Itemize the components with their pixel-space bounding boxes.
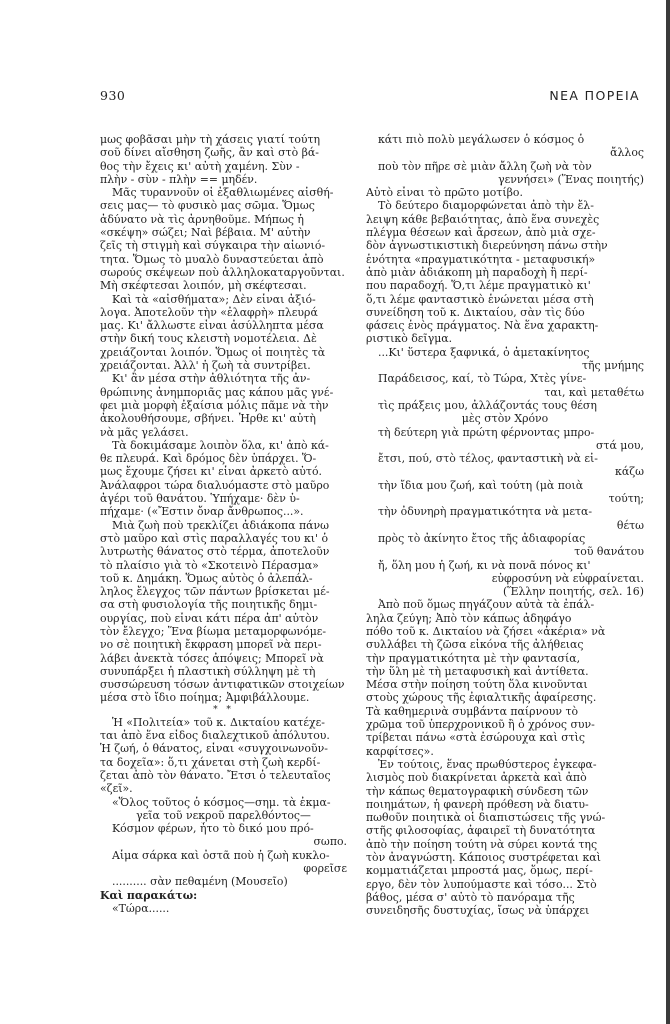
text-line: συνυπάρξει ἡ πλαστικὴ σύλληψη μὲ τὴ (100, 664, 316, 678)
text-line: ἀπὸ τὴν ποίηση τούτη νὰ σύρει κοντά της (366, 837, 598, 851)
text-line: που παραδοχή. Ὅ,τι λέμε πραγματικὸ κι' (366, 279, 591, 293)
text-line: καρφίτσες». (366, 744, 434, 758)
section-separator: * * (213, 704, 234, 715)
text-line: εργο, δὲν τὸν λυπούμαστε καὶ τόσο... Στὸ (366, 877, 597, 891)
text-line: τρίβεται πάνω «στὰ ἐσώρουχα καὶ στὶς (366, 731, 586, 745)
text-line: Ἡ «Πολιτεία» τοῦ κ. Δικταίου κατέχε- (112, 715, 325, 729)
text-line: .......... σὰν πεθαμένη (Μουσεῖο) (112, 875, 288, 889)
text-line: τὴν κάπως θεματογραφικὴ σύνδεση τῶν (366, 784, 589, 798)
text-line: Μέσα στὴν ποίηση τούτη ὅλα κινοῦνται (366, 678, 588, 692)
text-line: γεννήσει» (Ἕνας ποιητής) (498, 172, 644, 186)
journal-title: ΝΕΑ ΠΟΡΕΙΑ (549, 88, 640, 103)
text-line: θρώπινης ἀνημποριᾶς μας κάπου μᾶς γνέ- (100, 385, 334, 399)
text-line: λειψη κάθε βεβαιότητας, ἀπὸ ἕνα συνεχὲς (366, 212, 600, 226)
text-line: Ἀπὸ ποῦ ὅμως πηγάζουν αὐτὰ τὰ ἐπάλ- (378, 598, 595, 612)
text-line: πλὴν - σὺν - πλὴν == μηδέν. (100, 172, 258, 186)
text-line: τὸν ἔλεγχο; Ἕνα βίωμα μεταμορφωνόμε- (100, 624, 327, 638)
text-line: Παράδεισος, καί, τὸ Τώρα, Χτὲς γίνε- (378, 372, 587, 386)
text-line: Μᾶς τυραννοῦν οἱ ἐξαθλιωμένες αἰσθή- (112, 186, 334, 200)
text-line: τητα. Ὅμως τὸ μυαλὸ δυναστεύεται ἀπὸ (100, 252, 324, 266)
text-line: (Ἕλλην ποιητής, σελ. 16) (502, 585, 644, 599)
text-line: Τὰ καθημερινὰ συμβάντα παίρνουν τὸ (366, 704, 579, 718)
text-line: «ζεῖ». (100, 782, 133, 796)
text-line: λογα. Ἀποτελοῦν τὴν «ἐλαφρὴ» πλευρά (100, 305, 318, 319)
text-line: συνείδηση τοῦ κ. Δικταίου, σὰν τὶς δύο (366, 305, 585, 319)
text-line: πλέγμα θέσεων καὶ ἄρσεων, ἀπὸ μιὰ σχε- (366, 226, 596, 240)
text-line: θε πλευρά. Καὶ δρόμος δὲν ὑπάρχει. Ὅ- (100, 452, 317, 466)
text-line: ριστικὸ δεῖγμα. (366, 332, 453, 346)
text-line: πωθοῦν ποιητικὰ οἱ διαπιστώσεις τῆς γνώ- (366, 811, 606, 825)
text-line: ἀπὸ μιὰν ἀδιάκοπη μὴ παραδοχὴ ἢ περί- (366, 265, 588, 279)
text-line: τὸ πλαίσιο γιὰ τὸ «Σκοτεινὸ Πέρασμα» (100, 558, 319, 572)
text-line: φάσεις ἑνὸς πράγματος. Νὰ ἕνα χαρακτη- (366, 319, 599, 333)
text-line: μας. Κι' ἄλλωστε εἶναι ἀσύλληπτα μέσα (100, 319, 324, 333)
text-line: κάζω (615, 465, 644, 479)
text-line: τὴν ἴδια μου ζωή, καὶ τούτη (μὰ ποιὰ (378, 478, 584, 492)
text-line: Μὴ σκέφτεσαι λοιπόν, μὴ σκέφτεσαι. (100, 279, 307, 293)
text-line: ποὺ τὸν πῆρε σὲ μιὰν ἄλλη ζωὴ νὰ τὸν (378, 159, 592, 173)
text-line: σοῦ δίνει αἴσθηση ζωῆς, ἂν καὶ στὸ βά- (100, 146, 319, 160)
text-line: σωπο. (313, 835, 347, 849)
text-line: ζεῖς τὴ στιγμὴ καὶ σύγκαιρα τὴν αἰωνιό- (100, 239, 326, 253)
text-line: σα στὴ φυσιολογία τῆς ποιητικῆς δημι- (100, 598, 318, 612)
left-column (100, 133, 347, 915)
page-number: 930 (100, 88, 126, 103)
text-line: Καὶ τὰ «αἰσθήματα»; Δὲν εἶναι ἀξιό- (112, 292, 316, 306)
text-line: Καὶ παρακάτω: (100, 888, 198, 902)
text-line: Κι' ἂν μέσα στὴν ἀθλιότητα τῆς ἀν- (112, 372, 311, 386)
text-line: τὴν ὀδυνηρὴ πραγματικότητα νὰ μετα- (378, 505, 593, 519)
text-line: Ἐν τούτοις, ἕνας πρωθύστερος ἐγκεφα- (378, 757, 597, 771)
text-line: ληλος ἔλεγχος τῶν πάντων βρίσκεται μέ- (100, 585, 330, 599)
text-line: φορεῖσε (303, 862, 347, 876)
text-line: μως ἔχουμε ζήσει κι' εἶναι ἀρκετὸ αὐτό. (100, 465, 322, 479)
text-line: συσσώρευση τόσων ἀντιφατικῶν στοιχείων (100, 678, 345, 692)
text-line: ὅ,τι λέμε φανταστικὸ ἑνώνεται μέσα στὴ (366, 292, 594, 306)
text-line: τὶς πράξεις μου, ἀλλάζοντάς τους θέση (378, 398, 597, 412)
text-line: πρὸς τὸ ἀκίνητο ἔτος τῆς ἀδιαφορίας (378, 531, 586, 545)
text-line: κομματιάζεται μπροστά μας, ὅμως, περί- (366, 864, 593, 878)
text-line: στὸ μαῦρο καὶ στὶς παραλλαγές του κι' ὁ (100, 531, 329, 545)
text-line: νὰ μᾶς γελάσει. (100, 425, 189, 439)
text-line: «Τώρα...... (112, 901, 170, 915)
text-line: φει μιὰ μορφὴ ἐξαίσια μόλις πᾶμε νὰ τὴν (100, 398, 329, 412)
text-line: ἄλλος (610, 146, 644, 160)
text-line: μως φοβᾶσαι μὴν τὴ χάσεις γιατί τούτη (100, 133, 321, 146)
text-line: τοῦ θανάτου (574, 545, 644, 559)
text-line: ἀγέρι τοῦ θανάτου. Ὑπήχαμε· δὲν ὑ- (100, 492, 300, 506)
text-line: θος τὴν ἔχεις κι' αὐτὴ χαμένη. Σὺν - (100, 159, 300, 173)
right-column (366, 133, 644, 918)
text-line: ...Κι' ὕστερα ξαφνικά, ὁ ἀμετακίνητος (378, 345, 590, 359)
text-line: χρῶμα τοῦ ὑπερχρονικοῦ ἢ ὁ χρόνος συν- (366, 718, 595, 732)
text-line: θέτω (616, 518, 644, 532)
text-line: Κόσμον φέρων, ἦτο τὸ δικό μου πρό- (112, 822, 314, 836)
text-line: σωρούς σκέψεων ποὺ ἀλληλοκαταργοῦνται. (100, 265, 345, 279)
text-line: Τὰ δοκιμάσαμε λοιπὸν ὅλα, κι' ἀπὸ κά- (112, 438, 329, 452)
text-line: χρειάζονται. Ἀλλ' ἡ ζωὴ τὰ συντρίβει. (100, 359, 311, 373)
text-line: Αἷμα σάρκα καὶ ὀστᾶ ποὺ ἡ ζωὴ κυκλο- (112, 848, 330, 862)
text-line: στά μου, (596, 438, 644, 452)
text-line: μέσα στὸ ἴδιο ποίημα; Ἀμφιβάλλουμε. (100, 691, 310, 705)
text-line: γεῖα τοῦ νεκροῦ παρελθόντος— (136, 808, 311, 822)
text-line: κάτι πιὸ πολὺ μεγάλωσεν ὁ κόσμος ὁ (378, 133, 585, 146)
text-line: τὴ δεύτερη γιὰ πρώτη φέρνοντας μπρο- (378, 425, 595, 439)
text-line: δὸν ἀγνωστικιστικὴ διερεύνηση πάνω στὴν (366, 239, 608, 253)
text-line: λισμὸς ποὺ διακρίνεται ἀρκετὰ καὶ ἀπὸ (366, 771, 587, 785)
text-line: συνειδησῆς δυστυχίας, ἴσως νὰ ὑπάρχει (366, 904, 590, 918)
text-line: ἤ, ὅλη μου ἡ ζωή, κι νὰ πονᾶ πόνος κι' (378, 558, 591, 572)
text-line: ποιημάτων, ἡ φανερὴ πρόθεση νὰ διατυ- (366, 797, 589, 811)
text-line: στῆς φιλοσοφίας, ἀφαιρεῖ τὴ δυνατότητα (366, 824, 596, 838)
text-line: τὴν ὕλη μὲ τὴ μεταφυσικὴ καὶ ἀντίθετα. (366, 664, 589, 678)
text-line: λάβει ἀνεκτὰ τόσες ἀπόψεις; Μπορεῖ νὰ (100, 651, 324, 665)
text-line: ουργίας, ποὺ εἶναι κάτι πέρα ἀπ' αὐτὸν (100, 611, 319, 625)
text-line: λυτρωτὴς θάνατος στὸ τέρμα, ἀποτελοῦν (100, 545, 330, 559)
text-line: στοὺς χώρους τῆς ἐφιαλτικῆς ἀφαίρεσης. (366, 691, 597, 705)
text-line: βάθος, μέσα σ' αὐτὸ τὸ πανόραμα τῆς (366, 890, 575, 904)
text-line: τῆς μνήμης (581, 359, 644, 373)
text-line: πήχαμε· («Ἔστιν ὄναρ ἄνθρωπος...». (100, 505, 304, 519)
text-line: «Ὅλος τοῦτος ὁ κόσμος—σημ. τὰ ἐκμα- (112, 795, 331, 809)
text-line: ἀδύνατο νὰ τὶς ἀρνηθοῦμε. Μήπως ἡ (100, 212, 304, 226)
text-line: Αὐτὸ εἶναι τὸ πρῶτο μοτίβο. (366, 186, 523, 200)
text-line: τα δοχεῖα»: ὅ,τι χάνεται στὴ ζωὴ κερδί- (100, 755, 321, 769)
text-line: ληλα ζεύγη; Ἀπὸ τὸν κάπως ἀδηφάγο (366, 611, 572, 625)
text-line: χρειάζονται λοιπόν. Ὅμως οἱ ποιητὲς τὰ (100, 345, 326, 359)
text-line: τοῦ κ. Δημάκη. Ὅμως αὐτὸς ὁ ἀλεπάλ- (100, 571, 313, 585)
text-line: ἀκολουθήσουμε, σβήνει. Ἦρθε κι' αὐτὴ (100, 412, 316, 426)
text-line: σεις μας— τὸ φυσικὸ μας σῶμα. Ὅμως (100, 199, 315, 213)
text-line: Ἀνάλαφροι τώρα διαλυόμαστε στὸ μαῦρο (100, 478, 330, 492)
text-line: ται ἀπὸ ἕνα εἶδος διαλεχτικοῦ ἀπόλυτου. (100, 729, 330, 743)
text-line: εὐφροσύνη νὰ εὐφραίνεται. (491, 571, 644, 585)
text-line: τὸν ἀναγνώστη. Κάποιος συστρέφεται καὶ (366, 851, 601, 865)
text-line: νο σὲ ποιητικὴ ἔκφραση μπορεῖ νὰ περι- (100, 638, 322, 652)
text-line: πόθο τοῦ κ. Δικταίου νὰ ζήσει «ἀκέρια» νὰ (366, 624, 606, 638)
text-line: τὴν πραγματικότητα μὲ τὴν φαντασία, (366, 651, 581, 665)
text-line: ἔτσι, πού, στὸ τέλος, φανταστικὴ νὰ εἰ- (378, 452, 598, 466)
text-line: Ἡ ζωή, ὁ θάνατος, εἶναι «συγχοινωνοῦν- (100, 742, 328, 756)
text-line: μὲς στὸν Χρόνο (461, 412, 549, 426)
text-line: ζεται ἀπὸ τὸν θάνατο. Ἔτσι ὁ τελευταῖος (100, 768, 331, 782)
text-line: Μιὰ ζωὴ ποὺ τρεκλίζει ἀδιάκοπα πάνω (112, 518, 330, 532)
text-line: ἑνότητα «πραγματικότητα - μεταφυσική» (366, 252, 596, 266)
text-line: Τὸ δεύτερο διαμορφώνεται ἀπὸ τὴν ἔλ- (378, 199, 594, 213)
page-header (100, 88, 640, 104)
text-line: τούτη; (608, 492, 644, 506)
text-line: ται, καὶ μεταθέτω (544, 385, 644, 399)
text-line: συλλάβει τὴ ζῶσα εἰκόνα τῆς ἀλήθειας (366, 638, 584, 652)
text-line: «σκέψη» σώζει; Ναὶ βέβαια. Μ' αὐτὴν (100, 226, 311, 240)
binding-edge (666, 0, 670, 1024)
text-line: στὴν δική τους κλειστὴ νομοτέλεια. Δὲ (100, 332, 317, 346)
